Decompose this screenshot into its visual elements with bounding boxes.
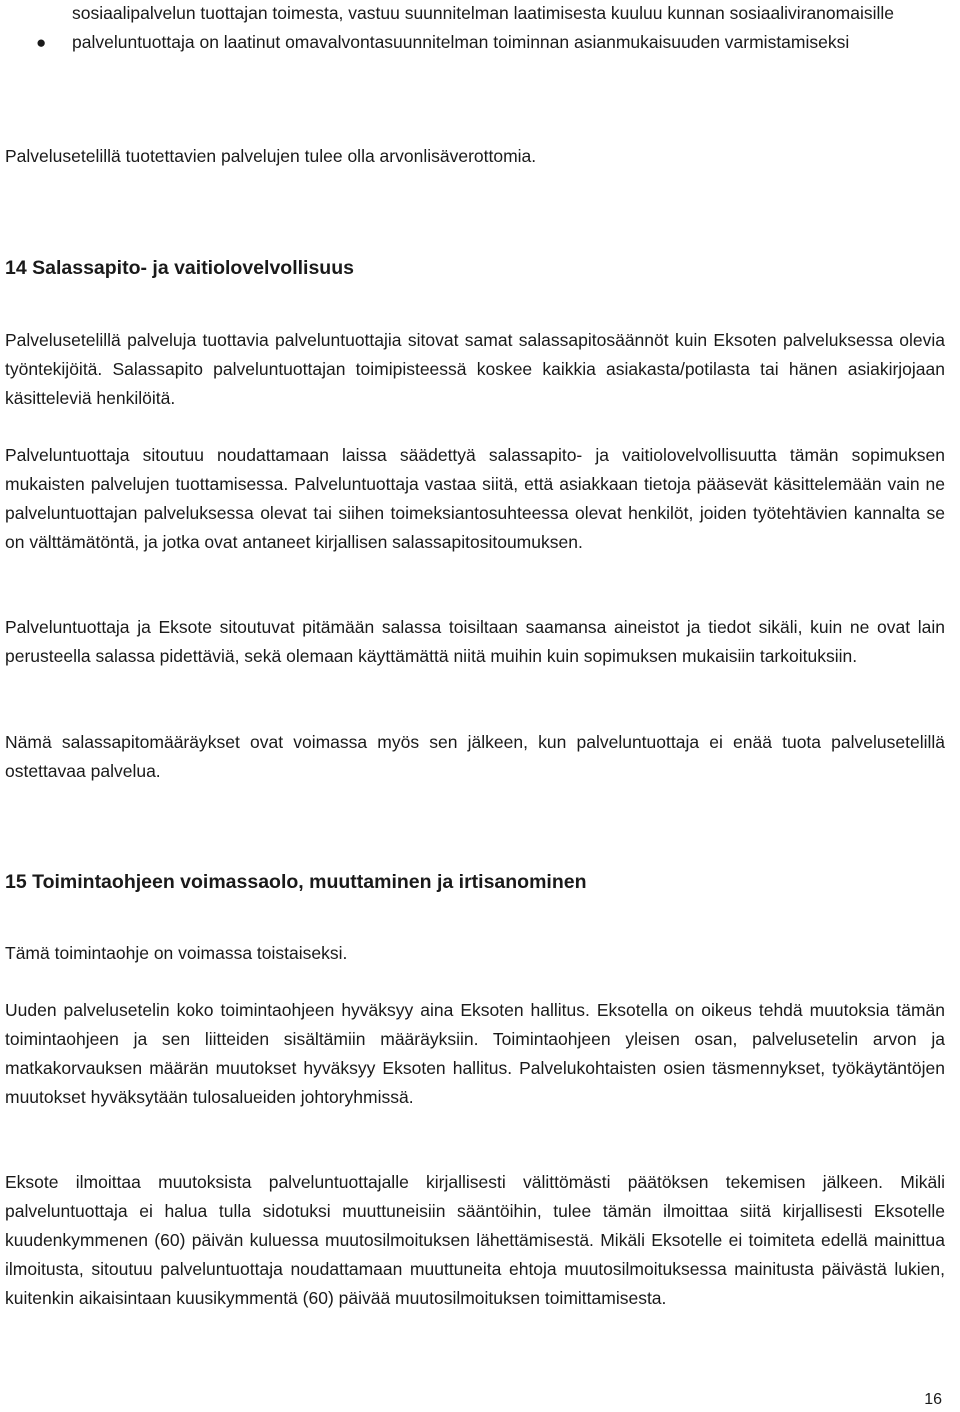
bullet-item <box>0 28 945 57</box>
bullet-list <box>0 0 945 57</box>
section-14-paragraph: Palvelusetelillä palveluja tuottavia palveluntuottajia sitovat samat salassapitosäännöt kuin Eksoten palveluksessa olevia työntekijöitä. Salassapito palveluntuottajan toimipisteessä koskee kaikkia asiakasta/potilasta tai hänen asiakirjojaan käsitteleviä henkilöitä. <box>5 330 945 408</box>
bullet-item <box>0 0 945 28</box>
section-14-heading: 14 Salassapito- ja vaitiolovelvollisuus <box>5 257 354 279</box>
section-14-paragraph: Nämä salassapitomääräykset ovat voimassa myös sen jälkeen, kun palveluntuottaja ei enää tuota palvelusetelillä ostettavaa palvelua. <box>5 732 945 781</box>
intro-paragraph: Palvelusetelillä tuotettavien palvelujen tulee olla arvonlisäverottomia. <box>5 146 537 166</box>
section-15-heading: 15 Toimintaohjeen voimassaolo, muuttaminen ja irtisanominen <box>5 871 587 893</box>
section-14-paragraph: Palveluntuottaja ja Eksote sitoutuvat pitämään salassa toisiltaan saamansa aineistot ja tiedot sikäli, kuin ne ovat lain perusteella salassa pidettäviä, sekä olemaan käyttämättä niitä muihin kuin sopimuksen mukaisiin tarkoituksiin. <box>5 617 945 666</box>
section-14-paragraph: Palveluntuottaja sitoutuu noudattamaan laissa säädettyä salassapito- ja vaitiolovelvollisuutta tämän sopimuksen mukaisten palvelujen tuottamisessa. Palveluntuottaja vastaa siitä, että asiakkaan tietoja pääsevät käsittelemään vain ne palveluntuottajan palveluksessa olevat tai siihen toimeksiantosuhteessa olevat henkilöt, joiden työtehtävien kannalta se on välttämätöntä, ja jotka ovat antaneet kirjallisen salassapitositoumuksen. <box>5 445 945 552</box>
section-15-paragraph: Tämä toimintaohje on voimassa toistaiseksi. <box>5 943 348 963</box>
bullet-marker: ● <box>36 33 47 52</box>
page-number: 16 <box>924 1391 942 1408</box>
section-15-paragraph: Eksote ilmoittaa muutoksista palveluntuottajalle kirjallisesti välittömästi päätöksen tekemisen jälkeen. Mikäli palveluntuottaja ei halua tulla sidotuksi muuttuneisiin sääntöihin, tulee tämän ilmoittaa siitä kirjallisesti Eksotelle kuudenkymmenen (60) päivän kuluessa muutosilmoituksen lähettämisestä. Mikäli Eksotelle ei toimiteta edellä mainittua ilmoitusta, sitoutuu palveluntuottaja noudattamaan muuttuneita ehtoja muutosilmoituksessa mainitusta päivästä lukien, kuitenkin aikaisintaan kuusikymmentä (60) päivää muutosilmoituksen toimittamisesta. <box>5 1172 945 1308</box>
bullet-text: palveluntuottaja on laatinut omavalvontasuunnitelman toiminnan asianmukaisuuden varmistamiseksi <box>72 32 850 52</box>
bullet-text: sosiaalipalvelun tuottajan toimesta, vastuu suunnitelman laatimisesta kuuluu kunnan sosiaaliviranomaisille <box>72 3 894 23</box>
section-15-paragraph: Uuden palvelusetelin koko toimintaohjeen hyväksyy aina Eksoten hallitus. Eksotella on oikeus tehdä muutoksia tämän toimintaohjeen ja sen liitteiden sisältämiin määräyksiin. Toimintaohjeen yleisen osan, palvelusetelin arvon ja matkakorvauksen määrän muutokset hyväksyy Eksoten hallitus. Palvelukohtaisten osien täsmennykset, työkäytäntöjen muutokset hyväksytään tulosalueiden johtoryhmissä. <box>5 1000 945 1107</box>
